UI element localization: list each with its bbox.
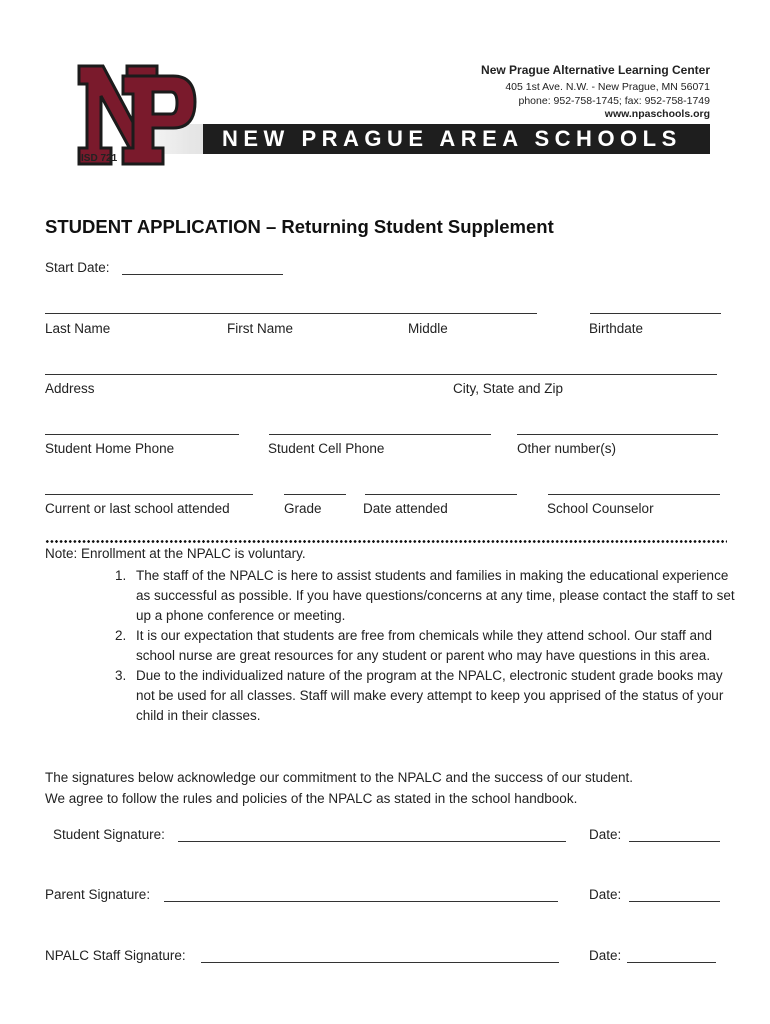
parent-signature-label: Parent Signature: [45, 887, 151, 902]
middle-label: Middle [408, 321, 448, 336]
parent-date-label: Date: [589, 887, 622, 902]
other-number-label: Other number(s) [517, 441, 617, 456]
list-item [107, 666, 736, 726]
cell-phone-label: Student Cell Phone [268, 441, 385, 456]
birthdate-label: Birthdate [589, 321, 644, 336]
note-heading: Note: Enrollment at the NPALC is voluntary. [45, 546, 306, 561]
list-item [107, 626, 736, 666]
school-name: New Prague Alternative Learning Center [481, 63, 710, 77]
address-line: 405 1st Ave. N.W. - New Prague, MN 56071 [505, 81, 710, 93]
address-field[interactable] [45, 374, 717, 375]
isd-label: ISD 721 [81, 153, 118, 164]
staff-date-field[interactable] [627, 962, 716, 963]
student-signature-label: Student Signature: [53, 827, 165, 842]
list-text: It is our expectation that students are free from chemicals while they attend school. Our staff and school nurse are great resources for any student or parent who may have questions in this area. [136, 628, 713, 663]
birthdate-field[interactable] [590, 313, 721, 314]
parent-signature-field[interactable] [164, 901, 558, 902]
parent-date-field[interactable] [629, 901, 720, 902]
list-number: 3. [115, 668, 127, 683]
last-school-field[interactable] [45, 494, 253, 495]
last-name-label: Last Name [45, 321, 111, 336]
staff-signature-field[interactable] [201, 962, 559, 963]
list-number: 2. [115, 628, 127, 643]
acknowledgement-line-1: The signatures below acknowledge our commitment to the NPALC and the success of our student. [45, 770, 634, 785]
cell-phone-field[interactable] [269, 434, 491, 435]
student-date-label: Date: [589, 827, 622, 842]
phone-line: phone: 952-758-1745; fax: 952-758-1749 [518, 95, 710, 107]
staff-date-label: Date: [589, 948, 622, 963]
banner-text: NEW PRAGUE AREA SCHOOLS [222, 126, 682, 151]
note-list [107, 566, 736, 726]
staff-signature-label: NPALC Staff Signature: [45, 948, 186, 963]
date-attended-label: Date attended [363, 501, 448, 516]
list-text: Due to the individualized nature of the program at the NPALC, electronic student grade books may not be used for all classes. Staff will make every attempt to keep you apprised of the status of your child in their classes. [136, 668, 724, 723]
other-number-field[interactable] [517, 434, 718, 435]
student-date-field[interactable] [629, 841, 720, 842]
website-link[interactable]: www.npaschools.org [604, 108, 710, 120]
acknowledgement-line-2: We agree to follow the rules and policies of the NPALC as stated in the school handbook. [45, 791, 578, 806]
dotted-divider [45, 540, 727, 543]
start-date-field[interactable] [122, 274, 283, 275]
address-label: Address [45, 381, 95, 396]
acknowledgement [45, 767, 735, 809]
logo-p-shape [123, 76, 195, 164]
home-phone-label: Student Home Phone [45, 441, 175, 456]
school-address [505, 80, 710, 108]
start-date-label: Start Date: [45, 260, 110, 275]
grade-label: Grade [284, 501, 322, 516]
list-item [107, 566, 736, 626]
counselor-label: School Counselor [547, 501, 654, 516]
form-title: STUDENT APPLICATION – Returning Student Supplement [45, 216, 554, 237]
list-text: The staff of the NPALC is here to assist students and families in making the educational experience as successful as possible. If you have questions/concerns at any time, please contact the staff to set up a phone conference or meeting. [136, 568, 735, 623]
counselor-field[interactable] [548, 494, 720, 495]
list-number: 1. [115, 568, 127, 583]
last-school-label: Current or last school attended [45, 501, 230, 516]
first-name-label: First Name [227, 321, 294, 336]
student-signature-field[interactable] [178, 841, 566, 842]
date-attended-field[interactable] [365, 494, 517, 495]
home-phone-field[interactable] [45, 434, 239, 435]
grade-field[interactable] [284, 494, 346, 495]
city-state-zip-label: City, State and Zip [453, 381, 564, 396]
full-name-field[interactable] [45, 313, 537, 314]
